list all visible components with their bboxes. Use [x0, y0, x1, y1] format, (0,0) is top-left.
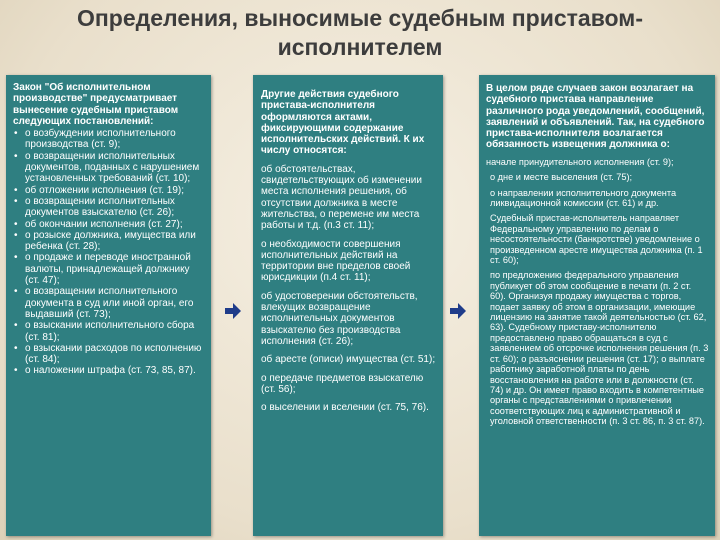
list-item: о дне и месте выселения (ст. 75); — [490, 172, 633, 183]
list-item: по предложению федерального управления публикует об этом сообщение в печати (п. 2 ст. 60). Организуя продажу имущества с торгов, подает заявку об этом в организации, имеющие лицензию на занятие такой деятельностью (ст. 62, 63). Судебному приставу-исполнителю предоставлено право обращаться в суд с заявлением об отсрочке исполнения решения (п. 3 ст. 60); о разъяснении решения (ст. 17); о выплате работнику заработной платы по день восстановления на работе или в должности (ст. 74) и др. Он имеет право входить в компетентные органы с представлениями о привлечении соответствующих лиц к административной и уголовной ответственности (п. 3 ст. 86, п. 3 ст. 87). — [490, 270, 709, 427]
list-item — [13, 252, 205, 286]
list-item — [13, 196, 205, 219]
left-panel — [6, 75, 211, 536]
middle-panel — [253, 75, 443, 536]
list-item — [13, 185, 205, 196]
bullet-icon: • — [14, 342, 18, 354]
right-arrow-icon — [224, 302, 242, 320]
bullet-icon: • — [14, 365, 18, 377]
list-item: об удостоверении обстоятельств, влекущих возвращение исполнительных документов взыскателю без производства исполнения (ст. 26); — [261, 290, 418, 347]
list-item-text: об отложении исполнения (ст. 19); — [25, 184, 185, 196]
list-item — [13, 151, 205, 185]
list-item: о передаче предметов взыскателю (ст. 56); — [261, 372, 424, 395]
right-panel — [479, 75, 715, 536]
list-item — [13, 128, 205, 151]
list-item: об аресте (описи) имущества (ст. 51); — [261, 354, 436, 366]
left-list — [13, 128, 205, 377]
bullet-icon: • — [14, 229, 18, 241]
page-title: Определения, выносимые судебным приставом-исполнителем — [77, 5, 643, 60]
middle-intro: Другие действия судебного пристава-исполнителя оформляются актами, фиксирующими содержание исполнительских действий. К их числу относятся: — [261, 89, 425, 157]
list-item-text: об окончании исполнения (ст. 27); — [25, 218, 183, 230]
right-intro: В целом ряде случаев закон возлагает на судебного пристава направление различного рода уведомлений, сообщений, заявлений и объявлений. Так, на судебного пристава-исполнителя возлагается обязанность извещения должника о: — [486, 83, 705, 151]
list-item — [13, 343, 205, 366]
list-item: о необходимости совершения исполнительных действий на территории вне пределов своей юрисдикции (п.4 ст. 11); — [261, 238, 411, 284]
list-item-text: о возвращении исполнительных документов взыскателю (ст. 26); — [25, 195, 175, 219]
bullet-icon: • — [14, 128, 18, 140]
bullet-icon: • — [14, 150, 18, 162]
list-item-text: о наложении штрафа (ст. 73, 85, 87). — [25, 365, 196, 377]
list-item: Судебный пристав-исполнитель направляет Федеральному управлению по делам о несостоятельности (банкротстве) уведомление о произведенном аресте имущества должника (п. 1 ст. 60); — [490, 213, 703, 266]
list-item: об обстоятельствах, свидетельствующих об изменении места исполнения решения, об отсутствии должника в месте жительства, о перемене им места работы и т.д. (п.3 ст. 11); — [261, 163, 422, 232]
list-item — [13, 365, 205, 376]
bullet-icon: • — [14, 184, 18, 196]
list-item — [13, 230, 205, 253]
bullet-icon: • — [14, 286, 18, 298]
list-item — [13, 320, 205, 343]
list-item: о направлении исполнительного документа ликвидационной комиссии (ст. 61) и др. — [490, 187, 677, 208]
bullet-icon: • — [14, 218, 18, 230]
list-item-text: о возвращении исполнительных документов, поданных с нарушением установленных требований (ст. 10); — [25, 150, 200, 185]
list-item-text: о продаже и переводе иностранной валюты, принадлежащей должнику (ст. 47); — [25, 252, 191, 287]
list-item-text: о возвращении исполнительного документа в суд или иной орган, его выдавший (ст. 73); — [25, 286, 194, 320]
list-item: начале принудительного исполнения (ст. 9); — [486, 156, 674, 167]
bullet-icon: • — [14, 195, 18, 207]
bullet-icon: • — [14, 320, 18, 332]
left-intro: Закон "Об исполнительном производстве" предусматривает вынесение судебным приставом следующих постановлений: — [13, 82, 179, 127]
list-item — [13, 219, 205, 230]
list-item-text: о розыске должника, имущества или ребенка (ст. 28); — [25, 229, 196, 253]
bullet-icon: • — [14, 252, 18, 264]
list-item — [13, 286, 205, 320]
list-item-text: о взыскании исполнительного сбора (ст. 81); — [25, 320, 195, 343]
list-item: о выселении и вселении (ст. 75, 76). — [261, 402, 429, 414]
right-arrow-icon — [449, 302, 467, 320]
list-item-text: о взыскании расходов по исполнению (ст. 84); — [25, 342, 202, 366]
list-item-text: о возбуждении исполнительного производства (ст. 9); — [25, 128, 176, 151]
